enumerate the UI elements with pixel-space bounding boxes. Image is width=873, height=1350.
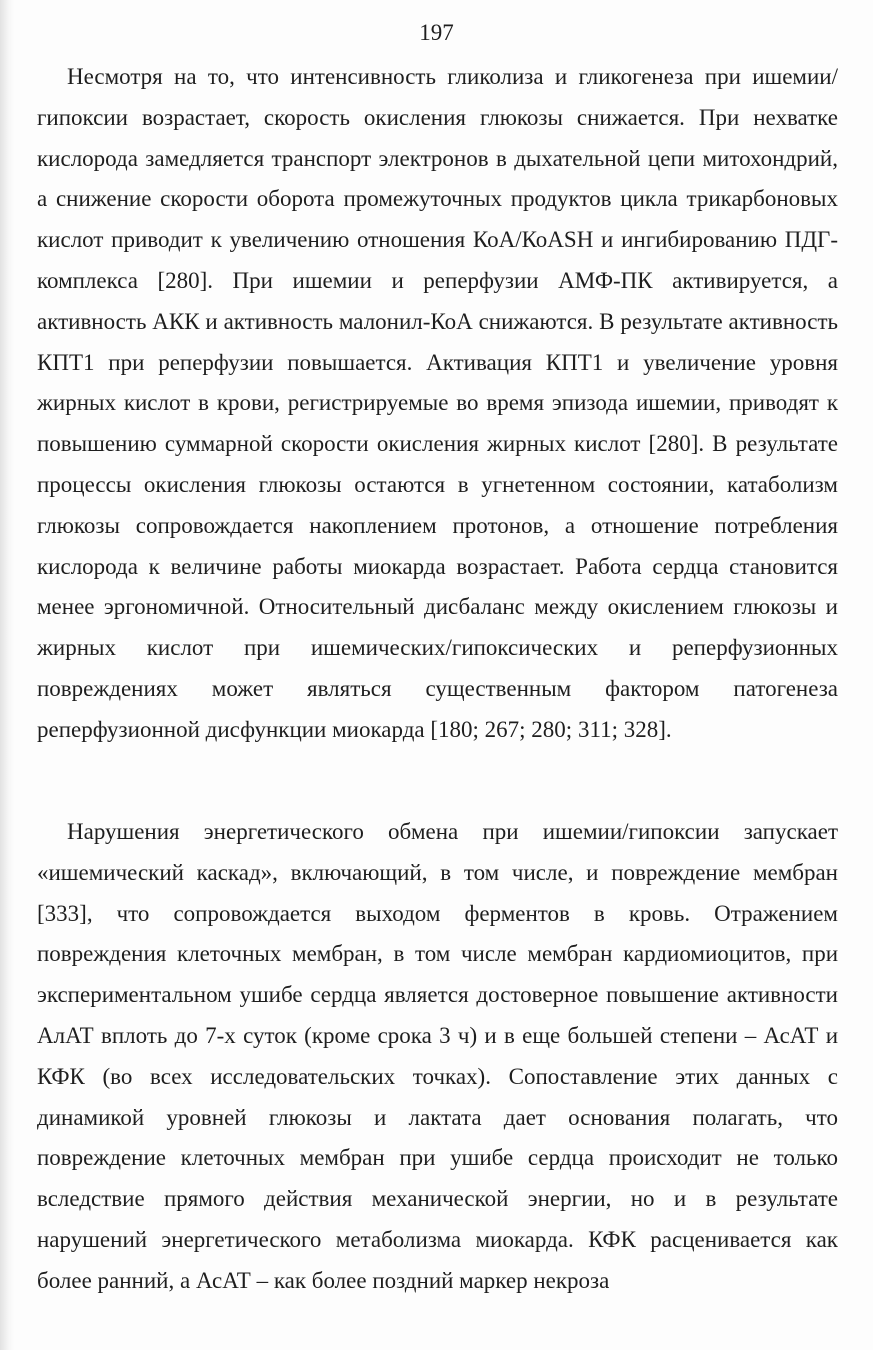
page-number: 197 xyxy=(419,20,454,45)
paragraph-text: Несмотря на то, что интенсивность гликолиза и гликогенеза при ишемии/гипоксии возрастает, скорость окисления глюкозы снижается. При нехватке кислорода замедляется транспорт электронов в дыхательной цепи митохондрий, а снижение скорости оборота промежуточных продуктов цикла трикарбоновых кислот приводит к увеличению отношения КоА/КоASH и ингибированию ПДГ-комплекса [280]. При ишемии и реперфузии АМФ-ПК активируется, а активность АКК и активность малонил-КоА снижаются. В результате активность КПТ1 при реперфузии повышается. Активация КПТ1 и увеличение уровня жирных кислот в крови, регистрируемые во время эпизода ишемии, приводят к повышению суммарной скорости окисления жирных кислот [280]. В результате процессы окисления глюкозы остаются в угнетенном состоянии, катаболизм глюкозы сопровождается накоплением протонов, а отношение потребления кислорода к величине работы миокарда возрастает. Работа сердца становится менее эргономичной. Относительный дисбаланс между окислением глюкозы и жирных кислот при ишемических/гипоксических и реперфузионных повреждениях может являться существенным фактором патогенеза реперфузионной дисфункции миокарда [180; 267; 280; 311; 328]. xyxy=(37,64,838,742)
paragraph-1 xyxy=(37,57,838,751)
paragraph-text: Нарушения энергетического обмена при ишемии/гипоксии запускает «ишемический каскад», включающий, в том числе, и повреждение мембран [333], что сопровождается выходом ферментов в кровь. Отражением повреждения клеточных мембран, в том числе мембран кардиомиоцитов, при экспериментальном ушибе сердца является достоверное повышение активности АлАТ вплоть до 7-х суток (кроме срока 3 ч) и в еще большей степени – АсАТ и КФК (во всех исследовательских точках). Сопоставление этих данных с динамикой уровней глюкозы и лактата дает основания полагать, что повреждение клеточных мембран при ушибе сердца происходит не только вследствие прямого действия механической энергии, но и в результате нарушений энергетического метаболизма миокарда. КФК расценивается как более ранний, а АсАТ – как более поздний маркер некроза xyxy=(37,819,838,1293)
scan-edge-shadow xyxy=(0,0,14,1350)
paragraph-2 xyxy=(37,812,838,1302)
